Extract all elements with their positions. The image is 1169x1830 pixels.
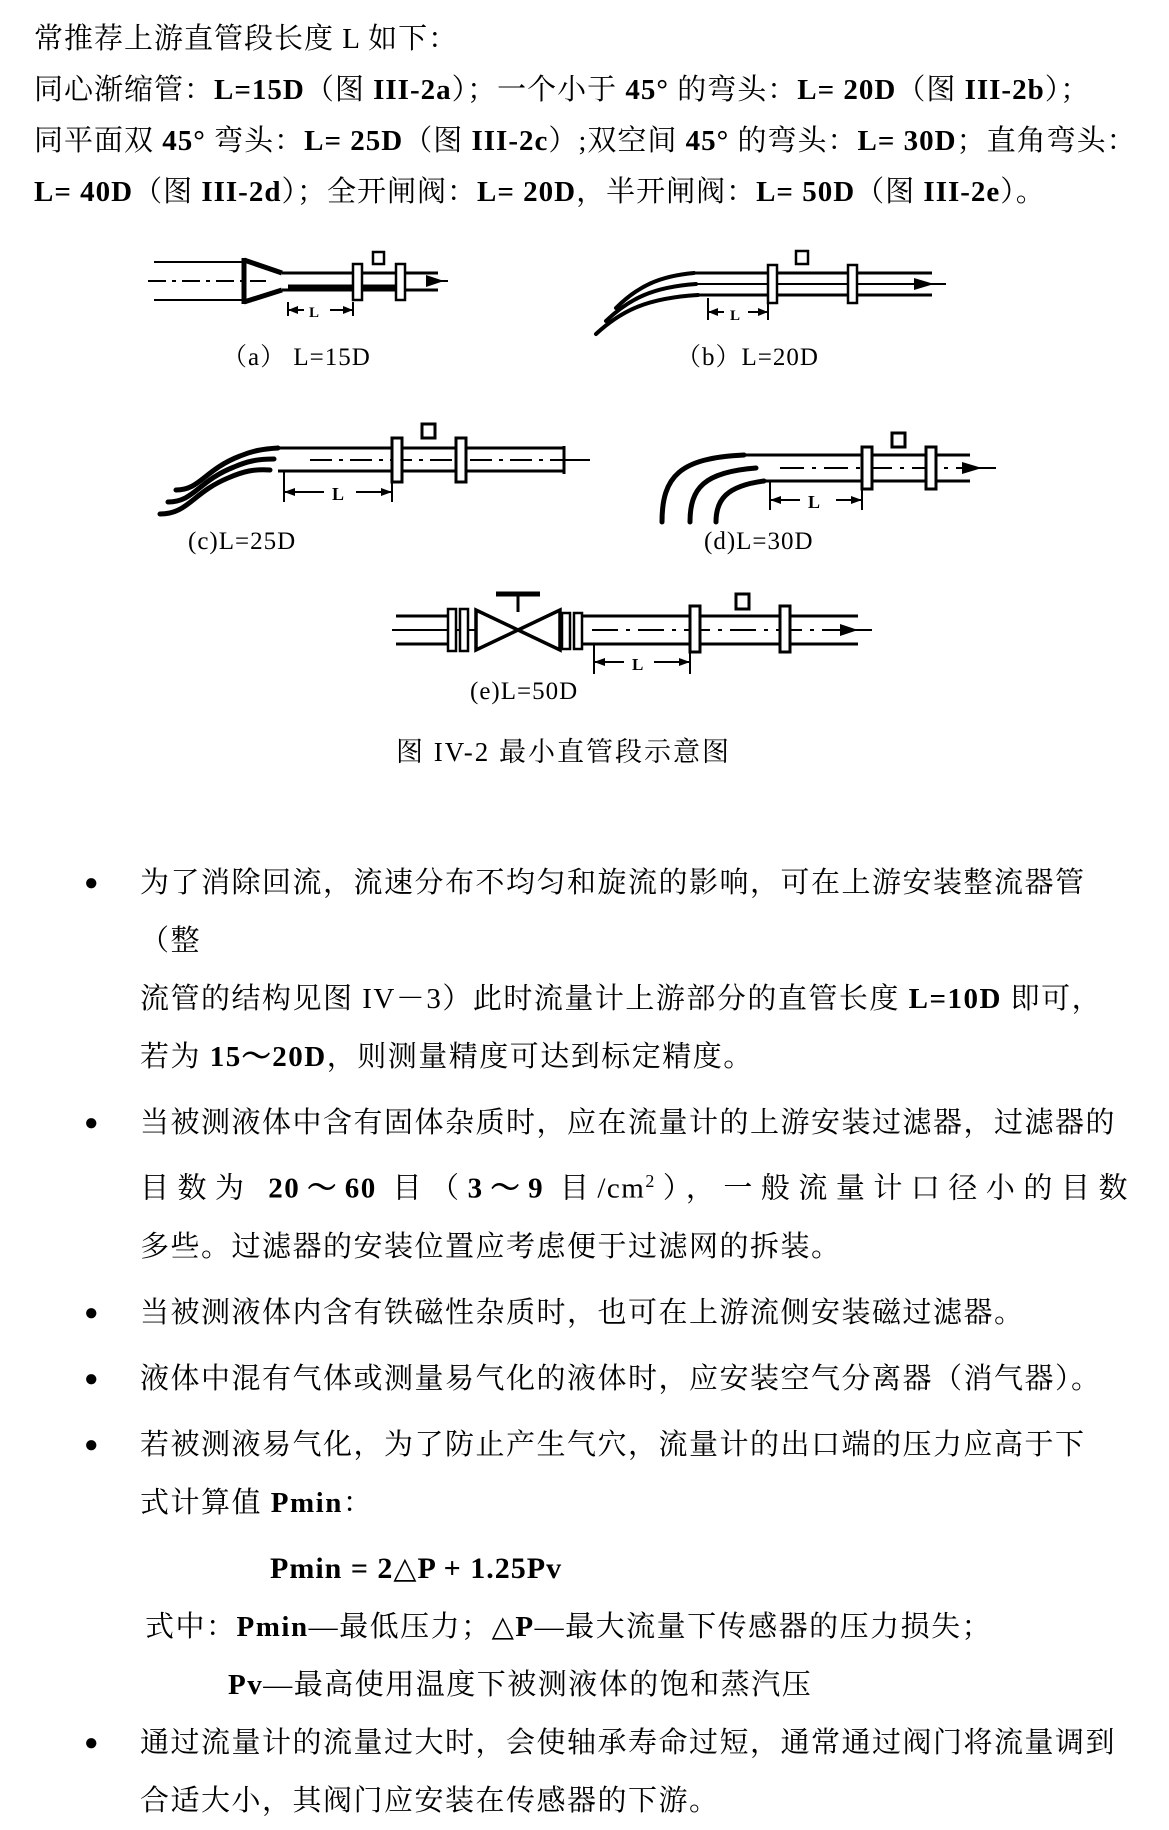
dimension-label: L (808, 492, 821, 512)
valve-body (476, 610, 518, 650)
bullet-text-line: 式计算值 Pmin： (140, 1486, 374, 1519)
flange (862, 447, 872, 489)
dimension-label: L (309, 305, 320, 321)
bullet-text-line: 合适大小，其阀门应安装在传感器的下游。 (140, 1784, 720, 1817)
bullet-item-cavitation (84, 1416, 1129, 1532)
bullet-marker: ● (84, 870, 99, 896)
bullet-item-rectifier (84, 854, 1129, 1086)
flange (690, 606, 700, 652)
flange (396, 264, 405, 300)
bullet-text-line: 目数为 20～60 目（3～9 目$/cm^2$），一般流量计口径小的目数 (140, 1171, 1129, 1205)
bullet-text-line: 通过流量计的流量过大时，会使轴承寿命过短，通常通过阀门将流量调到 (140, 1726, 1117, 1759)
figure-label-e: (e)L=50D (470, 678, 579, 705)
flange (768, 265, 777, 303)
intro-line-1: 常推荐上游直管段长度 L 如下： (34, 23, 459, 55)
formula-block (84, 1540, 1129, 1714)
diagram-e-gate-valve (392, 582, 872, 678)
figure-caption: 图 IV-2 最小直管段示意图 (396, 737, 732, 767)
formula-pmin: Pmin = 2△P + 1.25Pv (270, 1551, 563, 1585)
formula-where-line-2: Pv—最高使用温度下被测液体的饱和蒸汽压 (228, 1668, 813, 1701)
diagram-a-concentric-reducer (148, 244, 448, 332)
flange (780, 606, 790, 652)
bullet-item-flow-too-large (84, 1714, 1129, 1830)
intro-line-3: 同平面双 45° 弯头：L= 25D（图 III-2c）;双空间 45° 的弯头：L= 30D；直角弯头： (34, 125, 1137, 157)
dimension-label: L (632, 655, 644, 674)
bullet-item-magnetic-filter (84, 1284, 1129, 1342)
bullet-marker: ● (84, 1110, 99, 1136)
meter-stub (796, 251, 808, 264)
intro-line-2: 同心渐缩管：L=15D（图 III-2a）；一个小于 45° 的弯头：L= 20D（图 III-2b）； (34, 74, 1091, 106)
figure-label-d: (d)L=30D (704, 528, 814, 555)
diagram-d-right-angle-elbow (640, 404, 996, 522)
intro-line-4: L= 40D（图 III-2d）；全开闸阀：L= 20D，半开闸阀：L= 50D（图 III-2e）。 (34, 176, 1046, 208)
flange (460, 609, 468, 651)
flange (562, 613, 570, 649)
flange (574, 613, 582, 649)
bullet-item-filter (84, 1094, 1129, 1276)
dimension-label: L (730, 308, 741, 324)
bullet-text-line: 流管的结构见图 IV－3）此时流量计上游部分的直管长度 L=10D 即可， (140, 983, 1103, 1015)
figure-label-a: （a） L=15D (222, 344, 371, 371)
meter-stub (373, 252, 384, 264)
bullet-text-line: 为了消除回流，流速分布不均匀和旋流的影响，可在上游安装整流器管（整 (140, 867, 1086, 957)
diagram-b-single-bend (596, 230, 946, 335)
flange (926, 447, 936, 489)
meter-stub (892, 433, 905, 447)
flange (353, 264, 362, 300)
bullet-text-line: 液体中混有气体或测量易气化的液体时，应安装空气分离器（消气器）。 (140, 1362, 1102, 1395)
bullet-marker: ● (84, 1299, 99, 1326)
diagram-c-double-45-bend (160, 408, 592, 520)
bullet-text-line: 若被测液易气化，为了防止产生气穴，流量计的出口端的压力应高于下 (140, 1428, 1086, 1461)
meter-stub (422, 424, 435, 438)
bullet-marker: ● (84, 1729, 99, 1756)
flange (456, 438, 466, 482)
flange (448, 609, 456, 651)
figure-iv-2 (0, 218, 1169, 770)
bullet-marker: ● (84, 1431, 99, 1458)
figure-label-b: （b）L=20D (676, 344, 819, 371)
bullet-marker: ● (84, 1365, 99, 1392)
flange (392, 438, 402, 482)
dimension-label: L (332, 484, 345, 504)
dimension-arrows (288, 306, 353, 314)
bullet-item-air-separator (84, 1350, 1129, 1408)
meter-stub (736, 594, 749, 609)
bullet-text-line: 多些。过滤器的安装位置应考虑便于过滤网的拆装。 (140, 1230, 842, 1263)
flange (848, 265, 857, 303)
notes-section (0, 770, 1169, 1830)
intro-paragraph (0, 0, 1169, 218)
bullet-text-line: 当被测液体中含有固体杂质时，应在流量计的上游安装过滤器，过滤器的 (140, 1107, 1117, 1139)
bullet-text-line: 若为 15～20D，则测量精度可达到标定精度。 (140, 1041, 754, 1073)
bullet-text-line: 当被测液体内含有铁磁性杂质时，也可在上游流侧安装磁过滤器。 (140, 1296, 1025, 1329)
figure-label-c: (c)L=25D (188, 528, 297, 555)
formula-where-line-1: 式中：Pmin—最低压力；△P—最大流量下传感器的压力损失； (145, 1610, 993, 1643)
